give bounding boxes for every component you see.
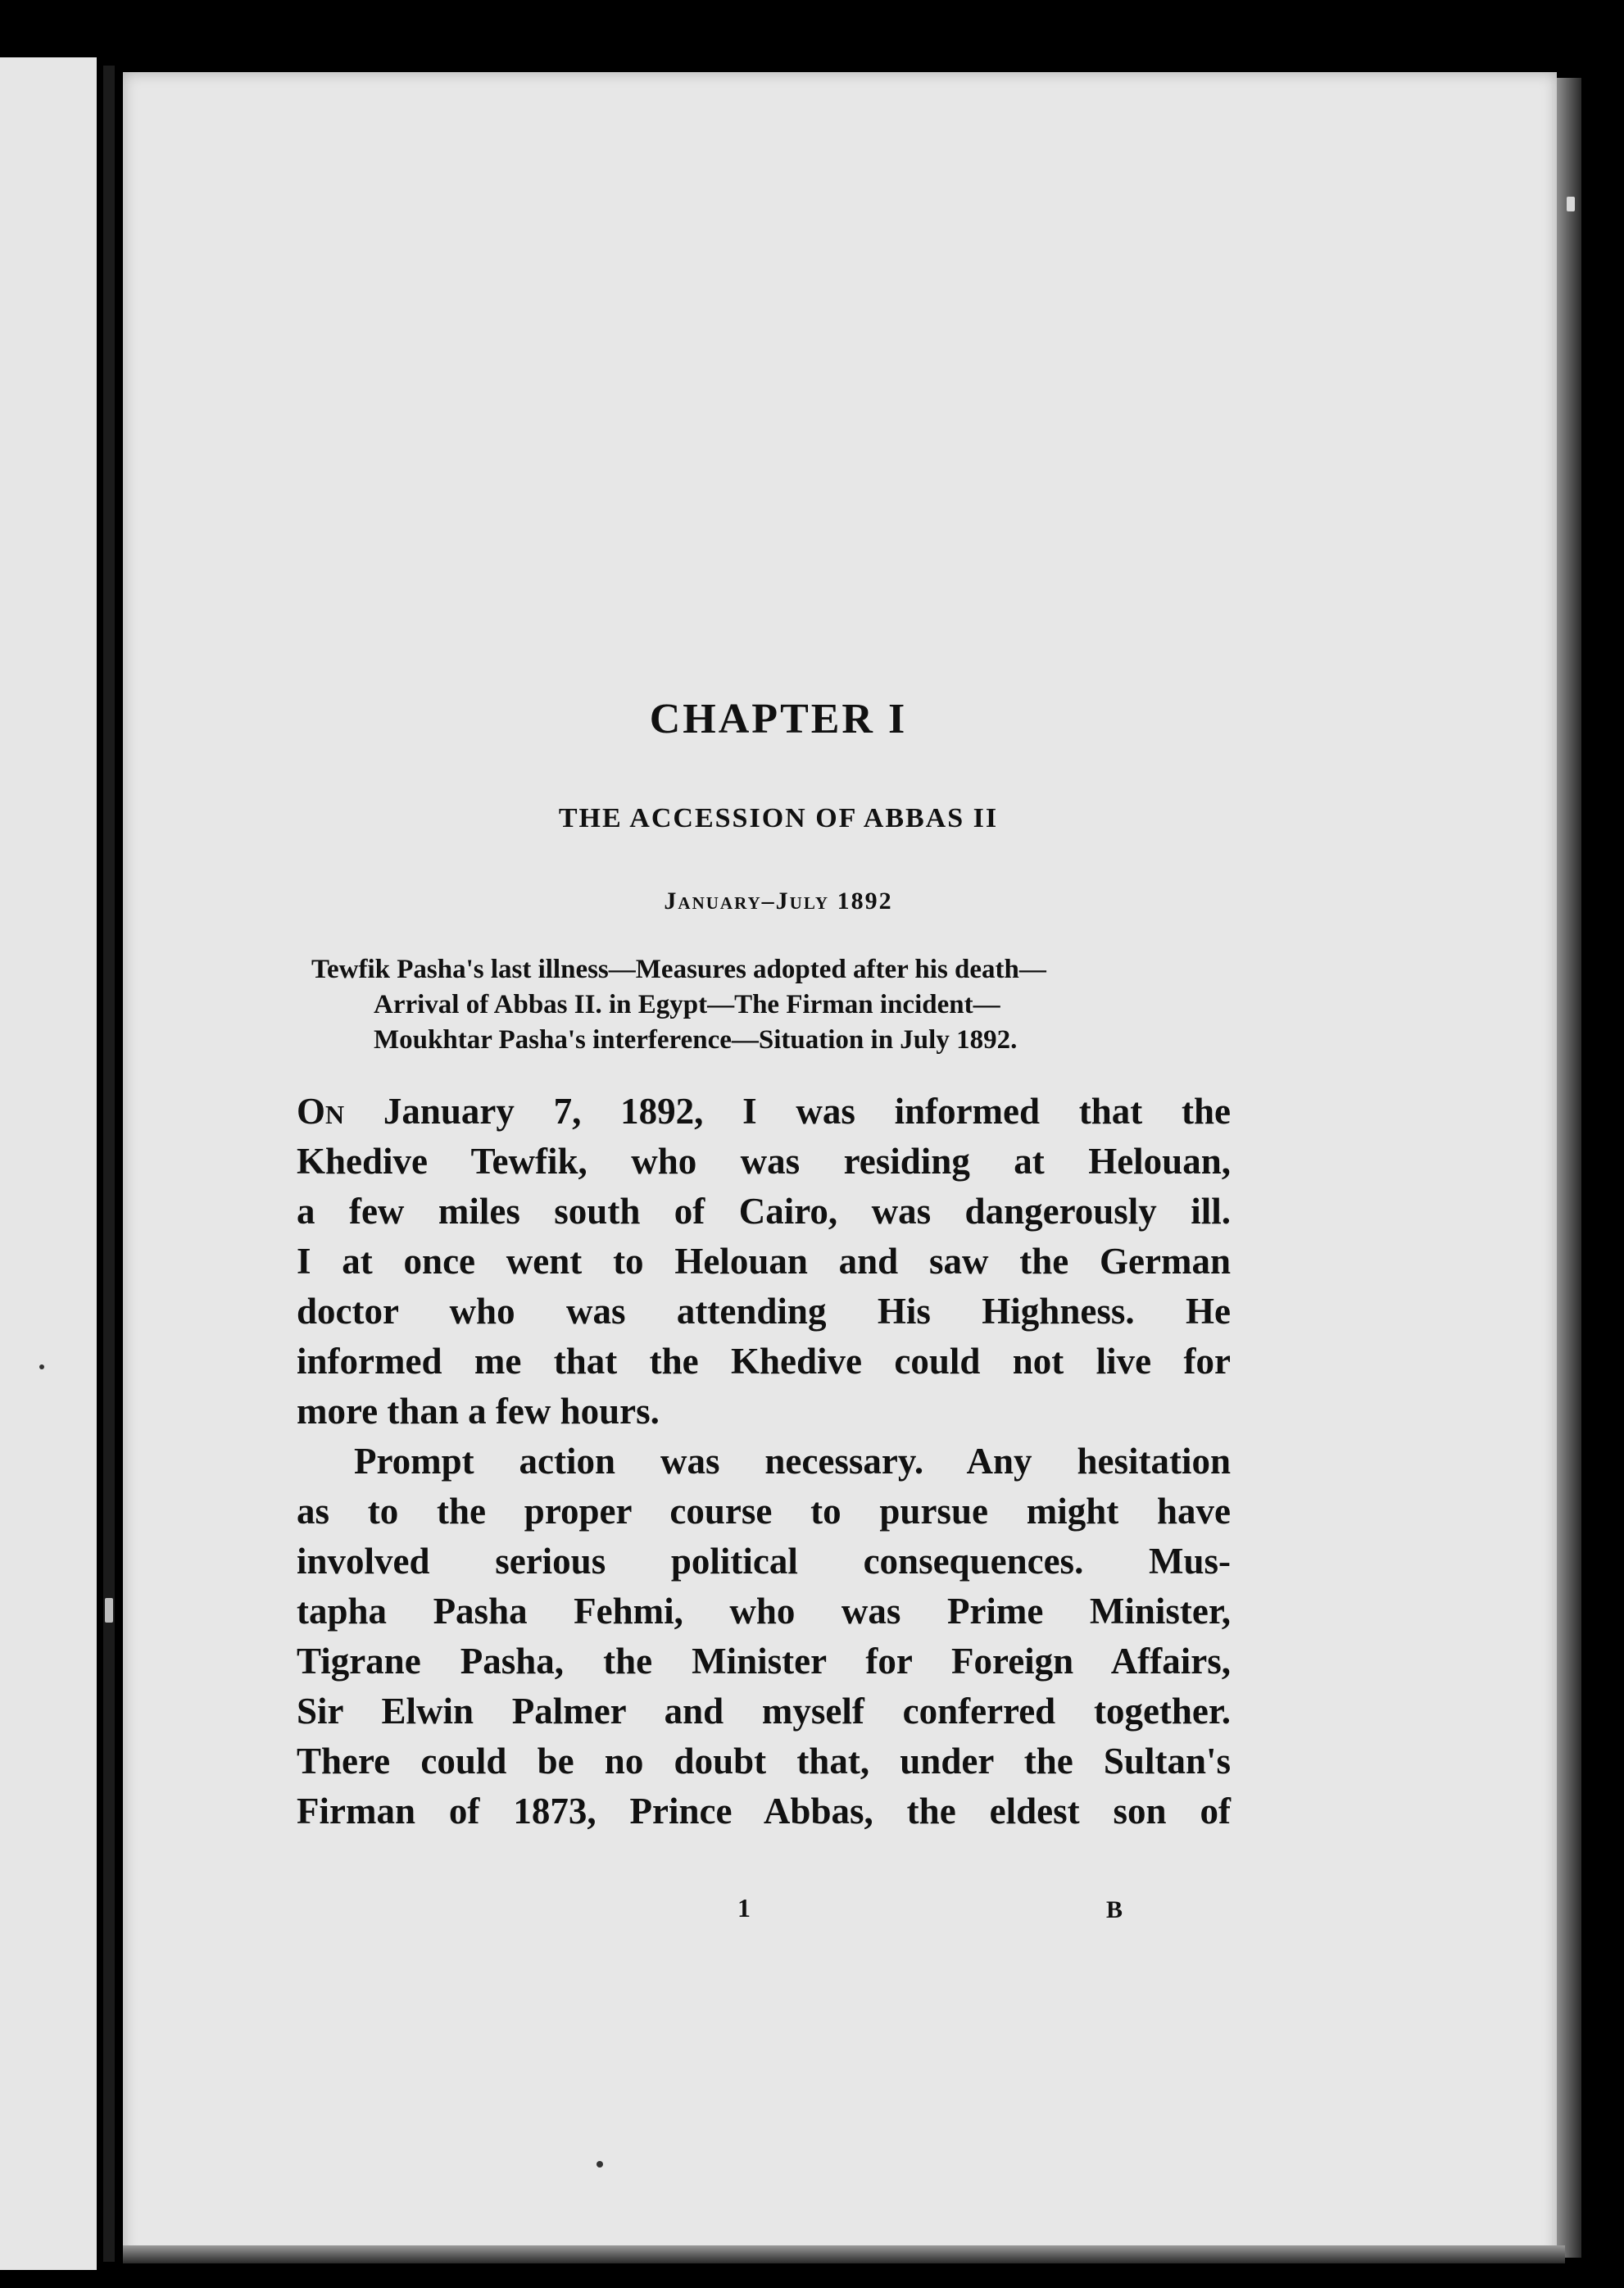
body-text [297, 1087, 1231, 1836]
body-line: a few miles south of Cairo, was dangerously ill. [297, 1191, 1231, 1232]
body-line: I at once went to Helouan and saw the German [297, 1241, 1231, 1282]
facing-page-edge [0, 57, 97, 2270]
page-number: 1 [737, 1893, 751, 1923]
body-line: Khedive Tewfik, who was residing at Helouan, [297, 1141, 1231, 1182]
scan-artifact [105, 1598, 113, 1623]
body-line: Prompt action was necessary. Any hesitation [354, 1441, 1231, 1482]
body-line: Tigrane Pasha, the Minister for Foreign Affairs, [297, 1641, 1231, 1682]
dust-speck [39, 1364, 44, 1369]
body-line: tapha Pasha Fehmi, who was Prime Minister, [297, 1591, 1231, 1632]
body-line-first [297, 1087, 1231, 1137]
gutter-shadow [103, 66, 115, 2262]
synopsis-line: Tewfik Pasha's last illness—Measures adopted after his death— [311, 955, 1046, 984]
signature-mark: B [1106, 1896, 1123, 1923]
body-line: Firman of 1873, Prince Abbas, the eldest son of [297, 1791, 1231, 1832]
body-line: more than a few hours. [297, 1391, 660, 1432]
synopsis-line: Arrival of Abbas II. in Egypt—The Firman incident— [374, 990, 1000, 1019]
body-line: There could be no doubt that, under the Sultan's [297, 1741, 1231, 1782]
page-bottom-edge [123, 2245, 1565, 2263]
scan-artifact [1567, 197, 1575, 211]
synopsis-line: Moukhtar Pasha's interference—Situation in July 1892. [374, 1025, 1018, 1055]
chapter-synopsis [311, 952, 1237, 1058]
body-line: doctor who was attending His Highness. He [297, 1291, 1231, 1332]
body-line: as to the proper course to pursue might have [297, 1491, 1231, 1532]
chapter-heading: CHAPTER I [649, 696, 908, 742]
dust-speck [597, 2161, 603, 2168]
page-right-edge [1557, 78, 1581, 2258]
body-line: Sir Elwin Palmer and myself conferred together. [297, 1691, 1231, 1732]
opening-word: On [297, 1091, 345, 1132]
body-line-text: January 7, 1892, I was informed that the [383, 1091, 1231, 1132]
chapter-title: THE ACCESSION OF ABBAS II [558, 803, 999, 833]
body-line: informed me that the Khedive could not live for [297, 1341, 1231, 1382]
chapter-dates: January–July 1892 [664, 888, 893, 915]
body-line: involved serious political consequences. Mus- [297, 1541, 1231, 1582]
